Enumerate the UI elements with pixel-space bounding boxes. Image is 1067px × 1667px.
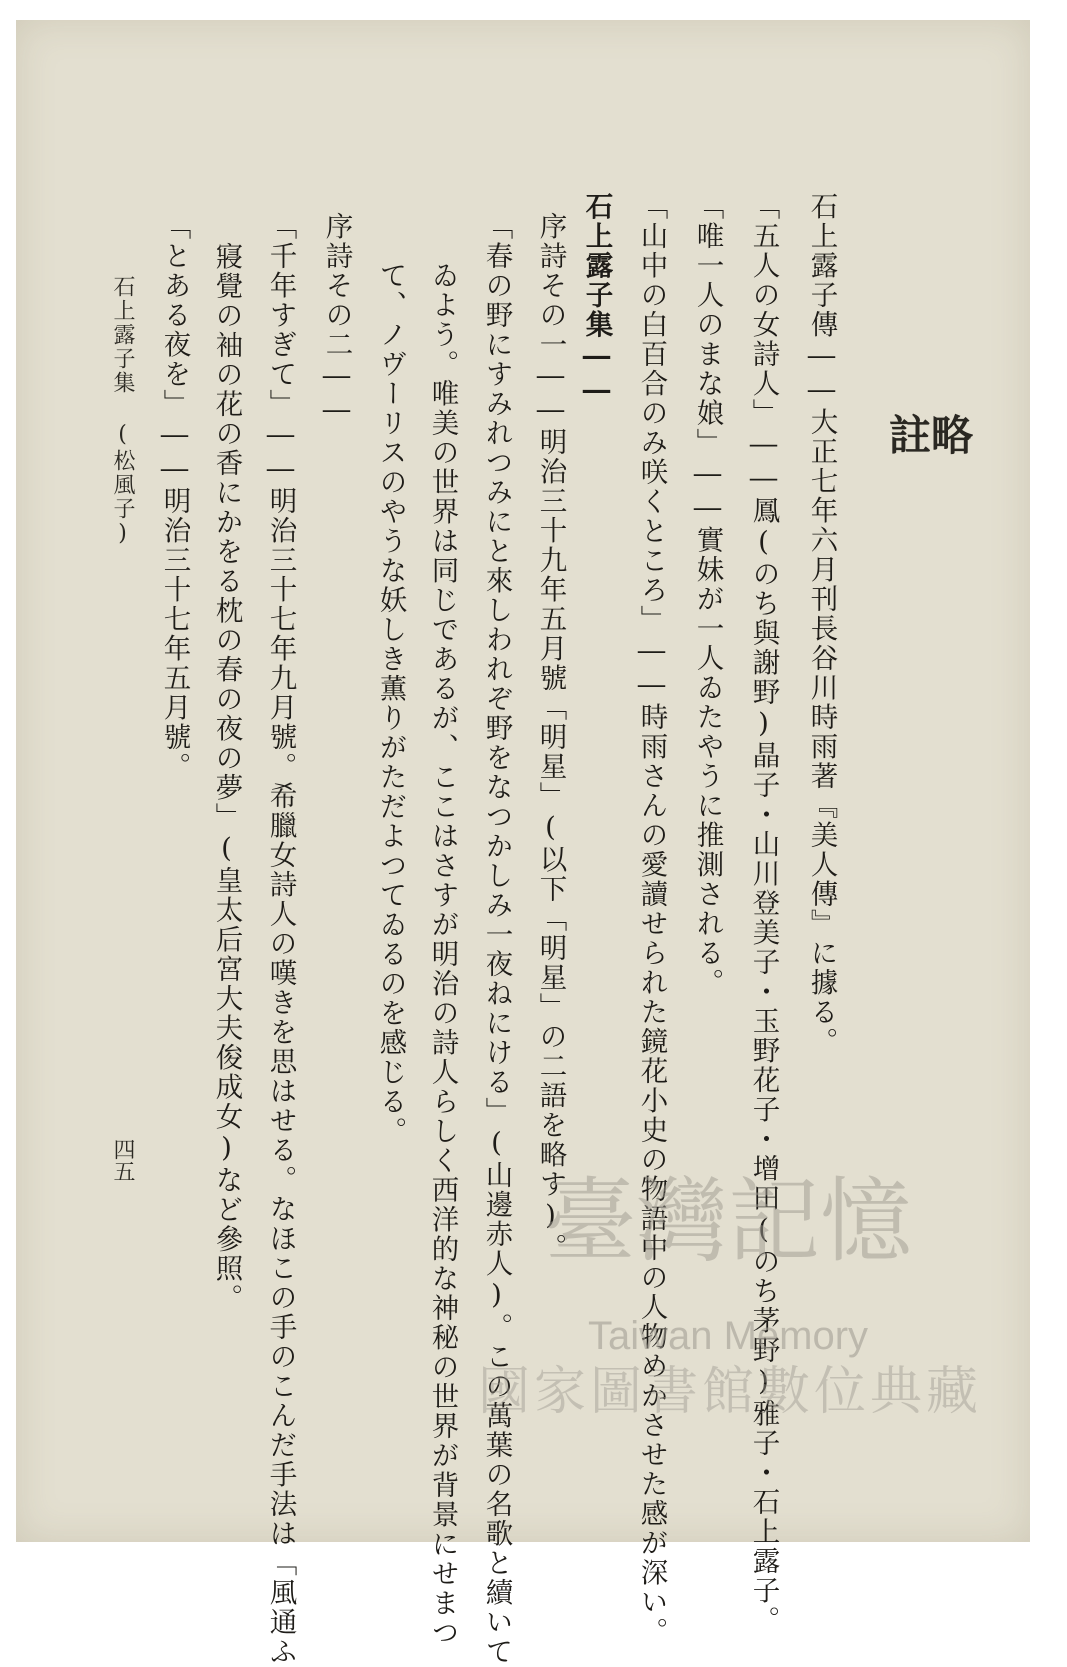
running-footer: 石上露子集 (松風子) <box>110 275 135 548</box>
note-column-1: 石上露子傳――大正七年六月刊長谷川時雨著『美人傳』に據る。 <box>805 192 838 1057</box>
watermark-library-name: 國家圖書館數位典藏 <box>478 1363 983 1421</box>
note-column-3: 「唯一人のまな娘」――實妹が一人ゐたやうに推測される。 <box>691 192 724 998</box>
note-column-8: ゐよう。唯美の世界は同じであるが、ここはさすが明治の詩人らしく西洋的な神秘の世界が背景にせまつ <box>426 261 459 1648</box>
note-column-6: 序詩その一――明治三十九年五月號「明星」(以下「明星」の二語を略す)。 <box>534 212 567 1263</box>
note-column-4: 「山中の白百合のみ咲くところ」――時雨さんの愛讀せられた鏡花小史の物語中の人物めかさせた感が深い。 <box>635 192 668 1647</box>
note-column-2: 「五人の女詩人」――鳳(のち與謝野)晶子・山川登美子・玉野花子・增田(のち茅野)雅子・石上露子。 <box>747 192 780 1635</box>
title-char-2-glyph: 註 <box>883 413 932 455</box>
note-column-11: 「千年すぎて」――明治三十七年九月號。希臘女詩人の嘆きを思はせる。なほこの手のこんだ手法は「風通ふ <box>264 212 297 1667</box>
watermark-logo-chinese: 臺灣記憶 <box>543 1168 912 1275</box>
note-column-10: 序詩その二―― <box>320 212 353 428</box>
note-column-12: 寢覺の袖の花の香にかをる枕の春の夜の夢」(皇太后宮大夫俊成女)など參照。 <box>210 242 243 1313</box>
section-title <box>883 413 974 743</box>
note-column-7: 「春の野にすみれつみにと來しわれぞ野をなつかしみ一夜ねにける」(山邊赤人)。この萬葉の名歌と續いて <box>480 212 513 1667</box>
note-heading-collection: 石上露子集―― <box>580 192 613 408</box>
title-char-1: 略 <box>925 413 974 455</box>
book-page <box>16 20 1030 1667</box>
page-number: 四五 <box>110 1138 135 1182</box>
note-column-9: て、ノヴーリスのやうな妖しき薫りがただよつてゐるのを感じる。 <box>374 261 407 1146</box>
note-column-13: 「とある夜を」――明治三十七年五月號。 <box>158 212 191 782</box>
watermark-logo-english: Taiwan Memory <box>587 1314 869 1358</box>
